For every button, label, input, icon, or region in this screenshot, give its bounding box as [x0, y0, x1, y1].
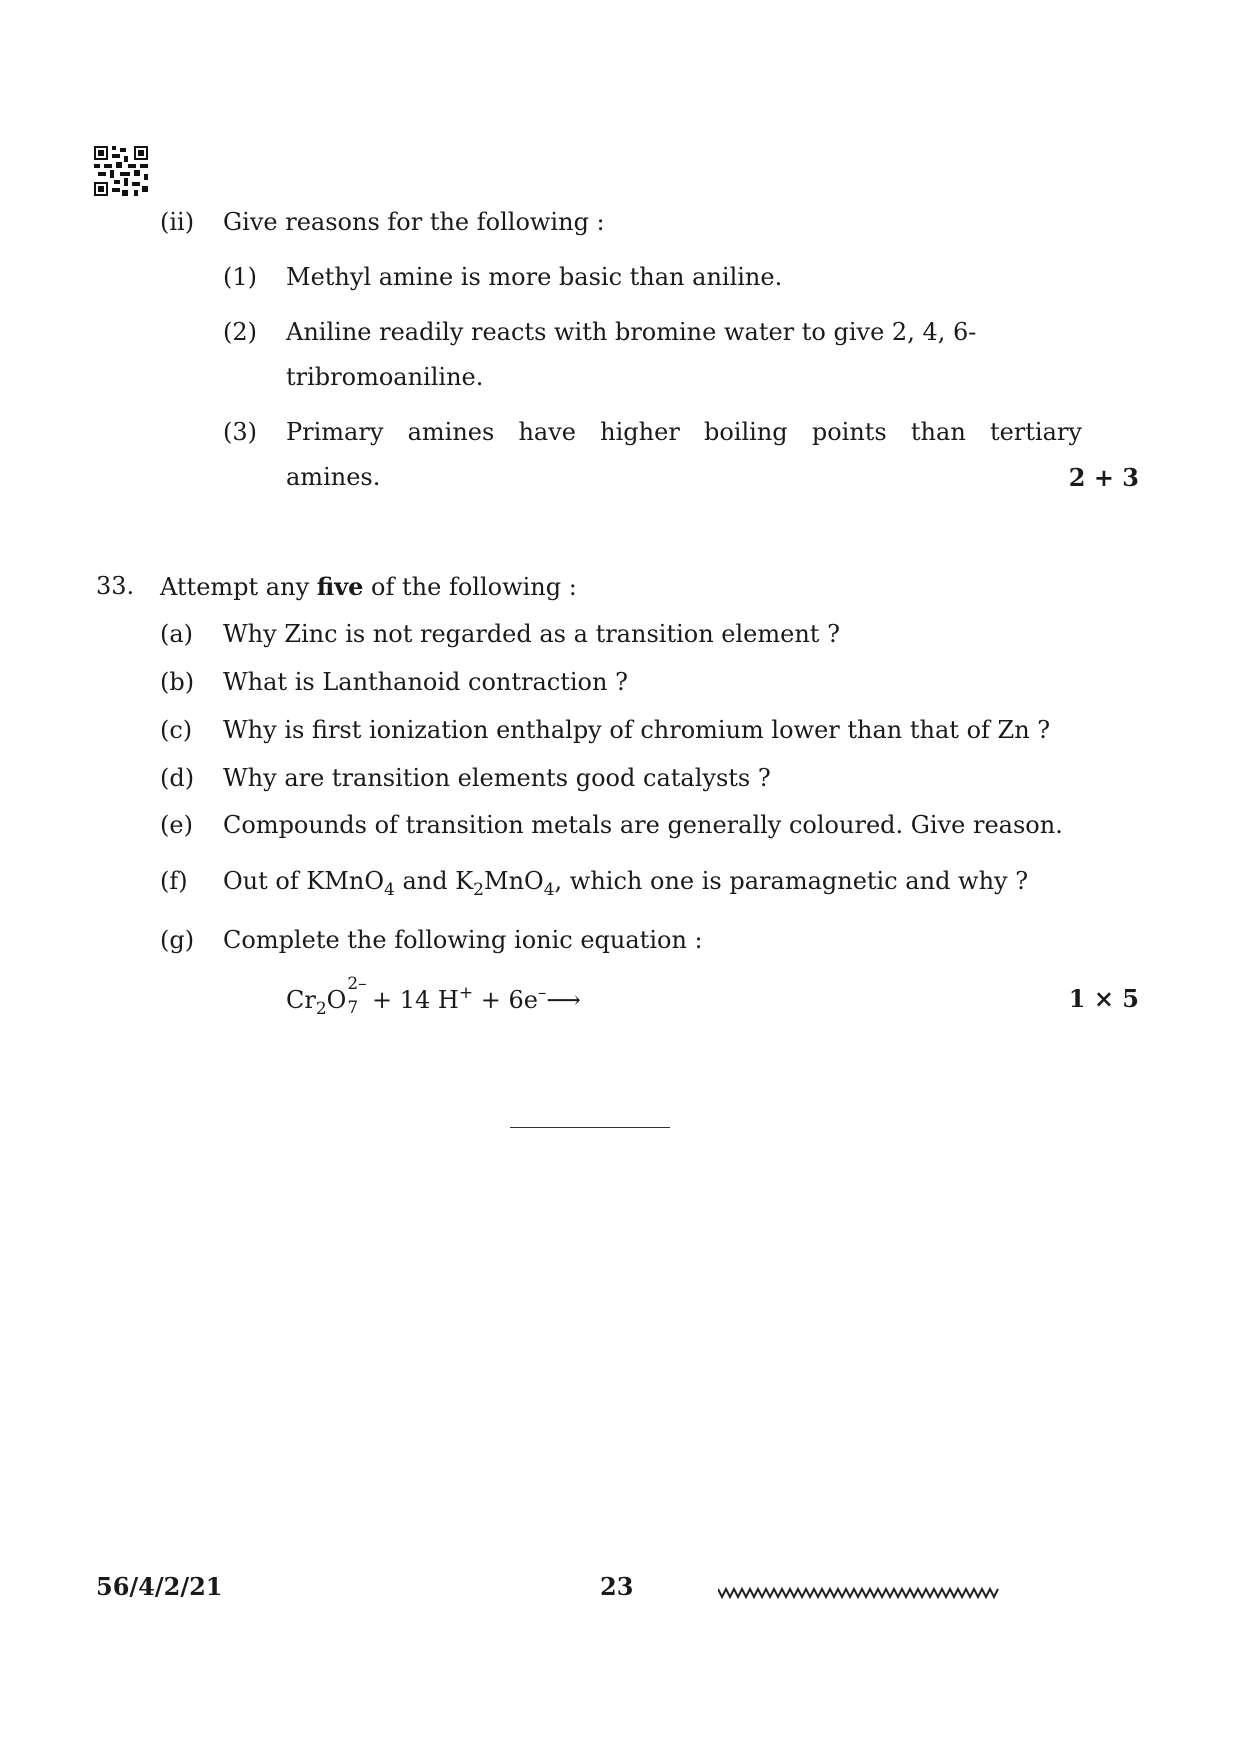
- option-label: (g): [160, 926, 195, 954]
- equation-text: Cr: [286, 986, 316, 1014]
- formula-text: MnO: [484, 867, 544, 895]
- page-number: 23: [600, 1572, 634, 1601]
- paper-code: 56/4/2/21: [96, 1572, 223, 1601]
- option-text: Why is first ionization enthalpy of chromium lower than that of Zn ?: [223, 716, 1051, 744]
- subscript: 2: [315, 999, 327, 1019]
- marks: 1 × 5: [1068, 984, 1139, 1013]
- item-text-justified: [286, 418, 1082, 446]
- arrow-icon: ⟶: [546, 986, 581, 1014]
- item-text: Aniline readily reacts with bromine water to give 2, 4, 6-: [286, 318, 977, 346]
- item-number: (3): [223, 418, 257, 446]
- word: have: [518, 418, 576, 446]
- subscript: 7: [347, 998, 359, 1018]
- qr-code: [94, 146, 148, 196]
- option-label: (b): [160, 668, 195, 696]
- equation-text: + 14 H: [364, 986, 459, 1014]
- part-label: (ii): [160, 208, 195, 236]
- intro-text: of the following :: [363, 573, 577, 601]
- option-label: (d): [160, 764, 195, 792]
- wavy-line-decoration: [718, 1586, 1000, 1600]
- intro-text: Attempt any: [160, 573, 317, 601]
- option-text: Compounds of transition metals are generally coloured. Give reason.: [223, 811, 1063, 839]
- option-text: [223, 867, 1029, 900]
- option-label: (a): [160, 620, 194, 648]
- end-rule: [510, 1127, 670, 1128]
- part-text: Give reasons for the following :: [223, 208, 605, 236]
- subscript: 2: [473, 880, 484, 900]
- item-text-continued: tribromoaniline.: [286, 363, 484, 391]
- superscript: +: [458, 983, 474, 1003]
- subscript: 4: [384, 880, 395, 900]
- formula-text: , which one is paramagnetic and why ?: [554, 867, 1029, 895]
- question-number: 33.: [96, 572, 135, 600]
- superscript: –: [537, 983, 547, 1003]
- marks: 2 + 3: [1068, 463, 1139, 492]
- item-number: (2): [223, 318, 257, 346]
- option-label: (e): [160, 811, 193, 839]
- option-label: (c): [160, 716, 193, 744]
- formula-text: Out of KMnO: [223, 867, 385, 895]
- word: boiling: [703, 418, 788, 446]
- word: amines: [407, 418, 495, 446]
- item-number: (1): [223, 263, 257, 291]
- equation-text: + 6e: [473, 986, 538, 1014]
- option-text: What is Lanthanoid contraction ?: [223, 668, 628, 696]
- subscript: 4: [543, 880, 555, 900]
- word: tertiary: [989, 418, 1082, 446]
- ionic-equation: [286, 974, 581, 1019]
- item-text-continued: amines.: [286, 463, 381, 491]
- option-text: Why are transition elements good catalysts ?: [223, 764, 771, 792]
- option-text: Complete the following ionic equation :: [223, 926, 703, 954]
- word: than: [910, 418, 966, 446]
- option-text: Why Zinc is not regarded as a transition element ?: [223, 620, 840, 648]
- charge-stack: [346, 974, 367, 1018]
- formula-text: and K: [394, 867, 474, 895]
- superscript: 2–: [347, 974, 367, 994]
- question-intro: [160, 572, 577, 601]
- word: points: [811, 418, 887, 446]
- word: Primary: [286, 418, 384, 446]
- item-text: Methyl amine is more basic than aniline.: [286, 263, 783, 291]
- intro-bold: five: [316, 572, 364, 601]
- word: higher: [600, 418, 680, 446]
- option-label: (f): [160, 867, 188, 895]
- equation-text: O: [326, 986, 347, 1014]
